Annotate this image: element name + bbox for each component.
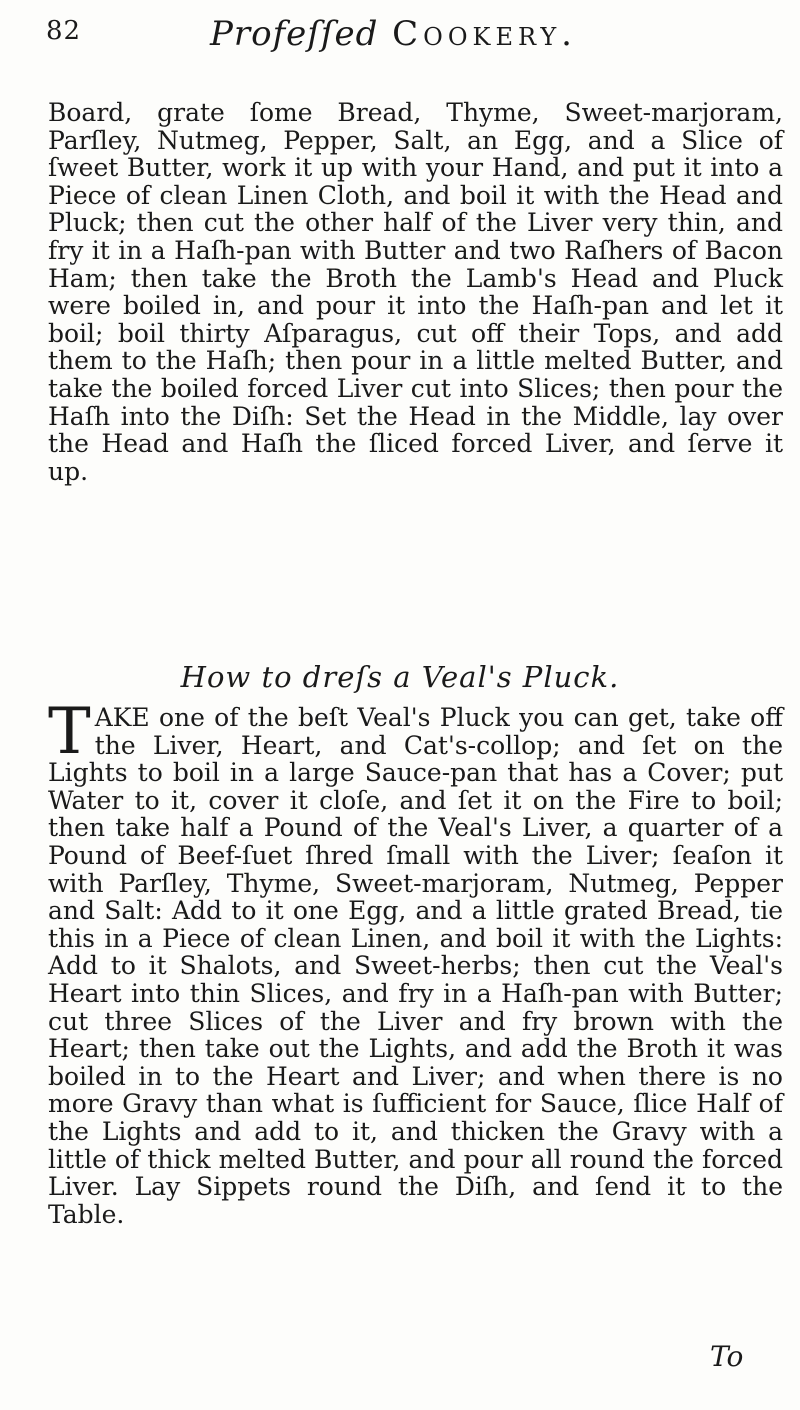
catchword: To [710, 1340, 744, 1373]
running-title [210, 14, 577, 54]
recipe-veal-pluck [48, 695, 783, 1229]
recipe-heading-veal-pluck: How to dreſs a Veal's Pluck. [180, 660, 620, 694]
page-header [40, 10, 780, 70]
running-title-caps: Cookery. [392, 14, 577, 54]
running-title-italic: Profeſſed [210, 14, 379, 54]
recipe-lamb-head-continuation: Board, grate ſome Bread, Thyme, Sweet-marjoram, Parſley, Nutmeg, Pepper, Salt, an Egg, and a Slice of ſweet Butter, work it up with your Hand, and put it into a Piece of clean Linen Cloth, and boil it with the Head and Pluck; then cut the other half of the Liver very thin, and fry it in a Haſh-pan with Butter and two Raſhers of Bacon Ham; then take the Broth the Lamb's Head and Pluck were boiled in, and pour it into the Haſh-pan and let it boil; boil thirty Aſparagus, cut off their Tops, and add them to the Haſh; then pour in a little melted Butter, and take the boiled forced Liver cut into Slices; then pour the Haſh into the Diſh: Set the Head in the Middle, lay over the Head and Haſh the ſliced forced Liver, and ſerve it up. [48, 98, 783, 486]
page-number: 82 [46, 16, 82, 46]
recipe-veal-pluck-text: AKE one of the beſt Veal's Pluck you can get, take off the Liver, Heart, and Cat's-collop; and ſet on the Lights to boil in a large Sauce-pan that has a Cover; put Water to it, cover it cloſe, and ſet it on the Fire to boil; then take half a Pound of the Veal's Liver, a quarter of a Pound of Beef-ſuet ſhred ſmall with the Liver; ſeaſon it with Parſley, Thyme, Sweet-marjoram, Nutmeg, Pepper and Salt: Add to it one Egg, and a little grated Bread, tie this in a Piece of clean Linen, and boil it with the Lights: Add to it Shalots, and Sweet-herbs; then cut the Veal's Heart into thin Slices, and fry in a Haſh-pan with Butter; cut three Slices of the Liver and fry brown with the Heart; then take out the Lights, and add the Broth it was boiled in to the Heart and Liver; and when there is no more Gravy than what is ſufficient for Sauce, ſlice Half of the Lights and add to it, and thicken the Gravy with a little of thick melted Butter, and pour all round the forced Liver. Lay Sippets round the Diſh, and ſend it to the Table. [48, 703, 783, 1229]
drop-cap: T [48, 695, 91, 769]
